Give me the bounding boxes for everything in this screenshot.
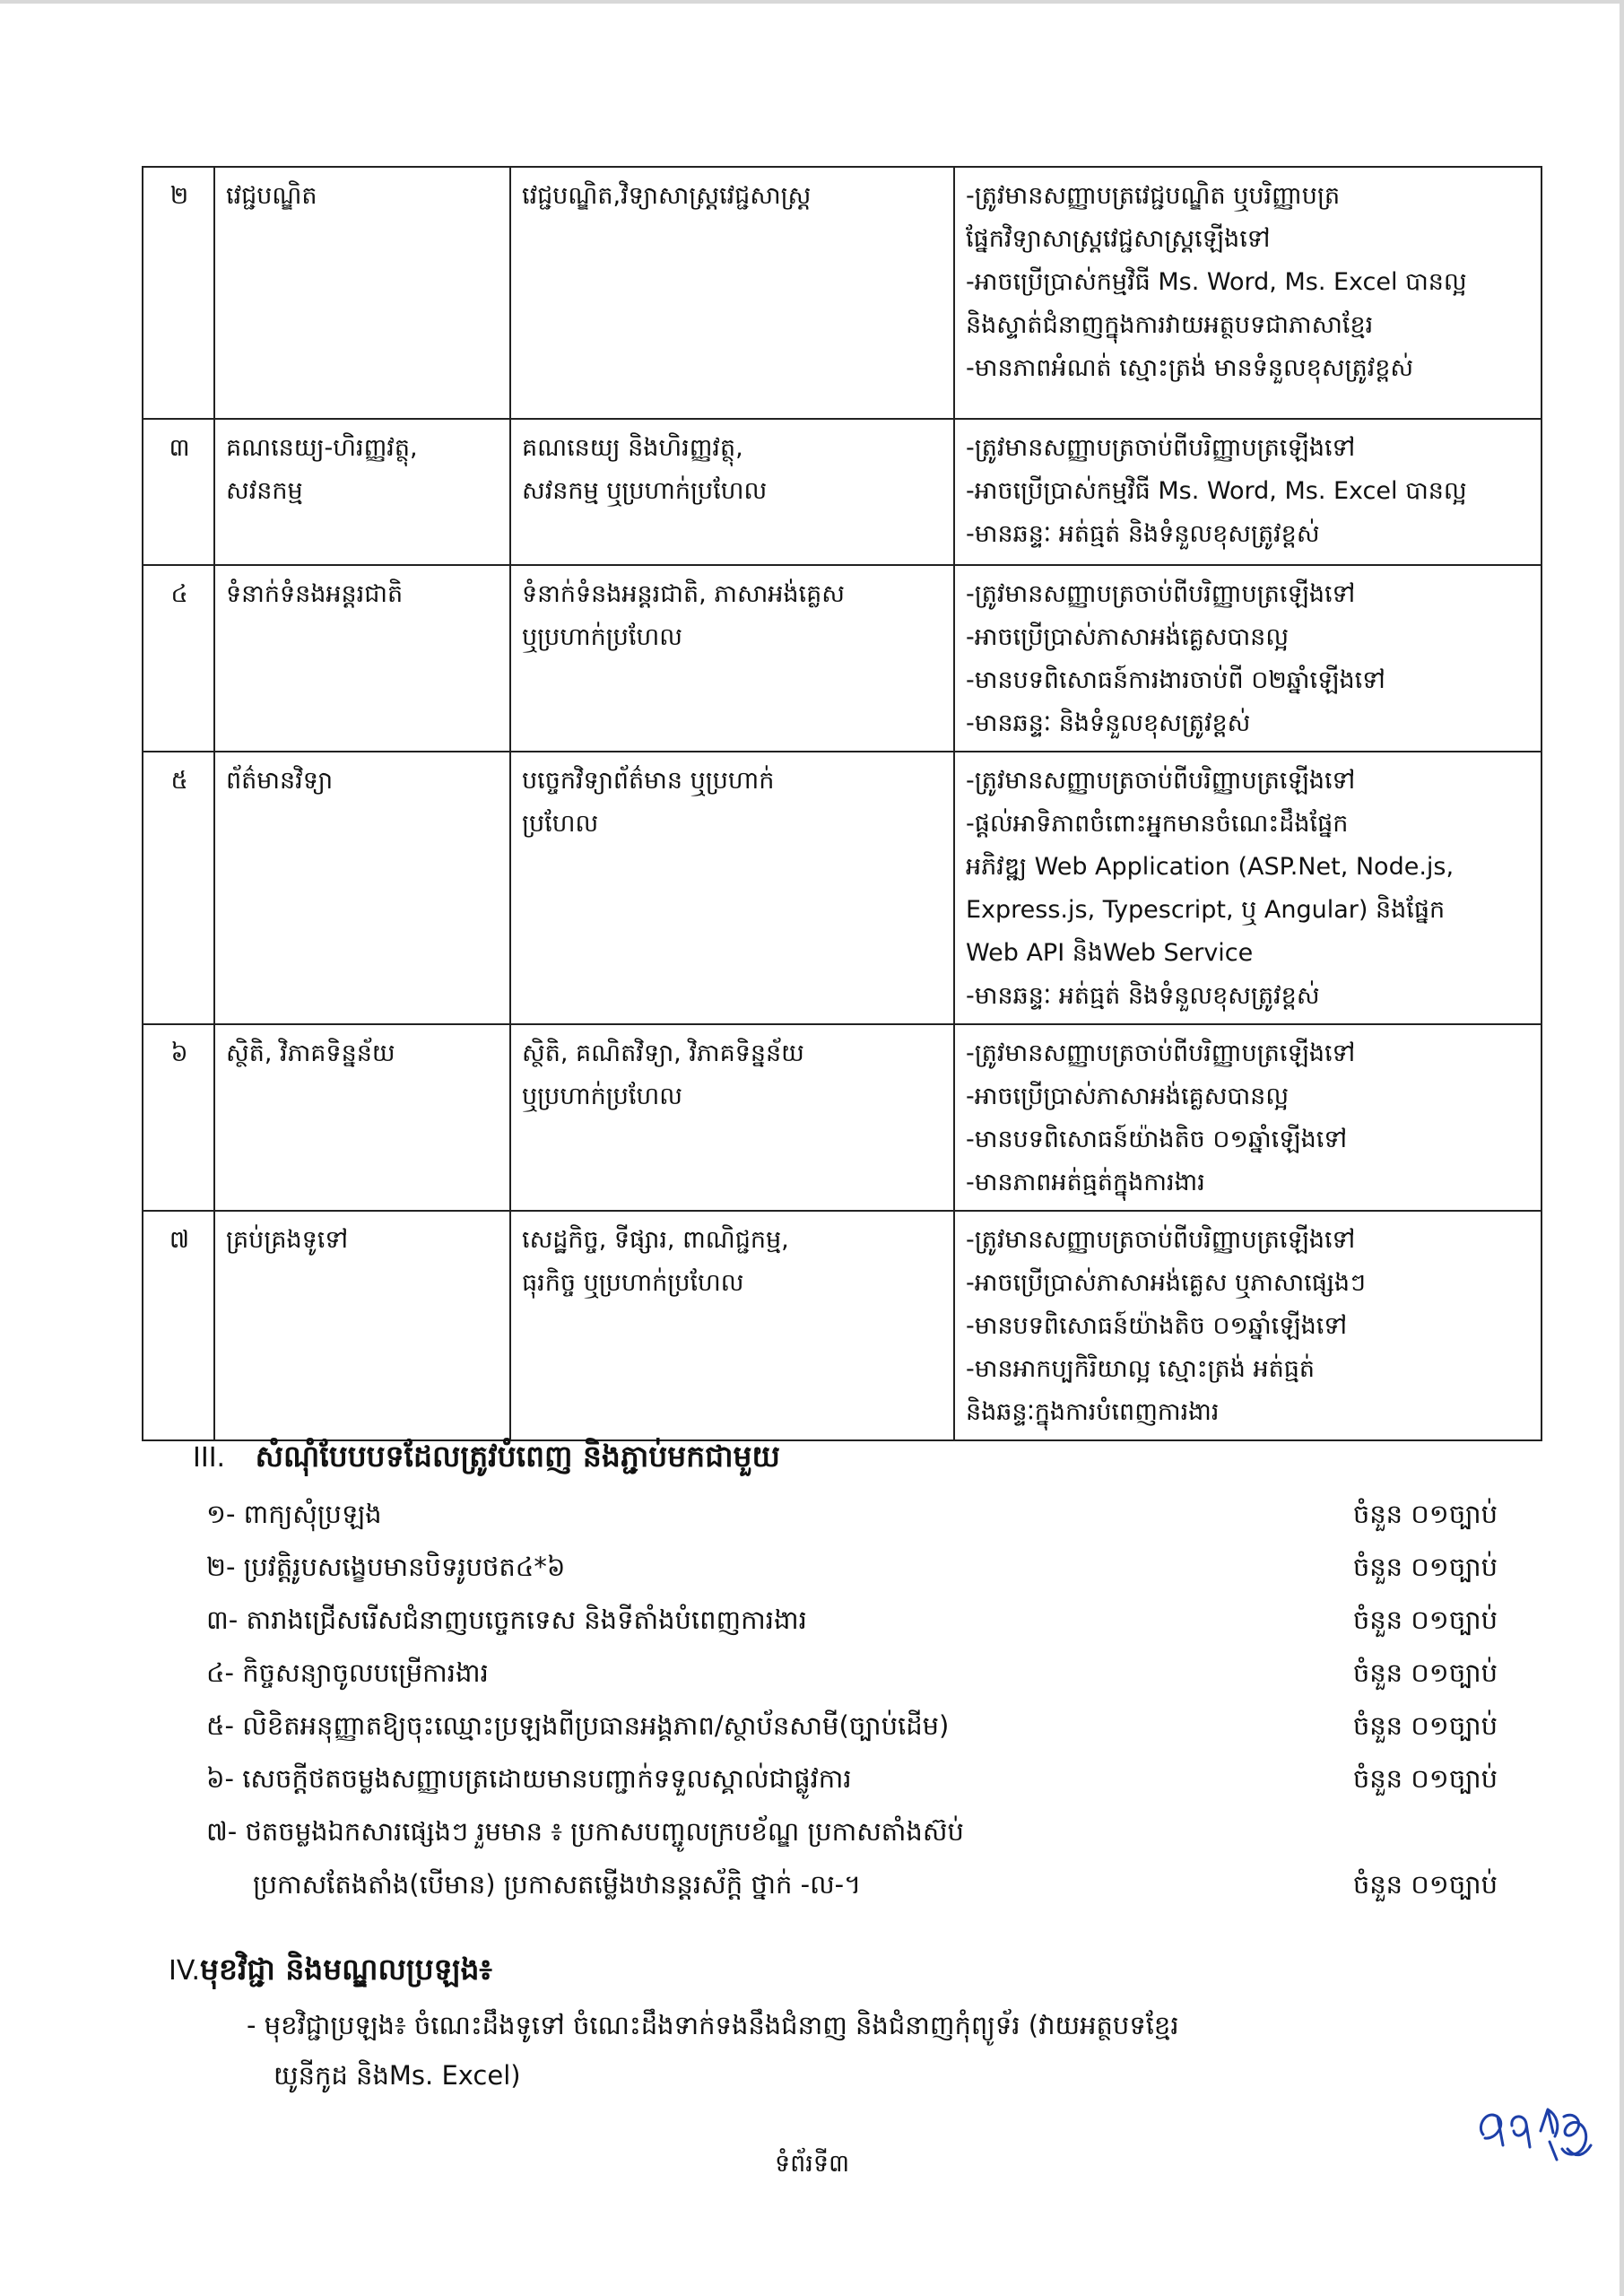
position-cell — [214, 167, 510, 419]
requirements-line: -មានអាកប្បកិរិយាល្អ ស្មោះត្រង់ អត់ធ្មត់ — [966, 1355, 1316, 1383]
document-item-text: ៦- សេចក្តីថតចម្លងសញ្ញាបត្រដោយមានបញ្ជាក់ទទួលស្គាល់ជាផ្លូវការ — [206, 1763, 852, 1794]
requirements-cell — [954, 167, 1541, 419]
requirements-table — [142, 166, 1542, 1441]
document-item-text: ៥- លិខិតអនុញ្ញាតឱ្យចុះឈ្មោះប្រឡងពីប្រធានអង្គភាព/ស្ថាប័នសាមី(ច្បាប់ដើម) — [206, 1710, 950, 1741]
position-line: គ្រប់គ្រងទូទៅ — [226, 1226, 349, 1254]
field-line: ទំនាក់ទំនងអន្តរជាតិ, ភាសាអង់គ្លេស — [522, 580, 845, 608]
row-number: ៦ — [143, 1024, 214, 1211]
field-cell — [510, 419, 954, 565]
field-line: ធុរកិច្ច ឬប្រហាក់ប្រហែល — [522, 1269, 744, 1297]
section-3-number: III. — [193, 1442, 226, 1474]
document-item-text: ២- ប្រវត្តិរូបសង្ខេបមានបិទរូបថត៤*៦ — [206, 1552, 566, 1582]
exam-subjects-line-1: - មុខវិជ្ជាប្រឡង៖ ចំណេះដឹងទូទៅ ចំណេះដឹងទាក់ទងនឹងជំនាញ និងជំនាញកុំព្យូទ័រ (វាយអត្ថបទខ្មែរ — [247, 2010, 1179, 2040]
required-documents-list — [206, 1489, 1498, 1912]
section-4-number: IV. — [169, 1955, 201, 1987]
field-line: បច្ចេកវិទ្យាព័ត៌មាន ឬប្រហាក់ — [522, 767, 775, 795]
document-item-text: ៣- តារាងជ្រើសរើសជំនាញបច្ចេកទេស និងទីតាំងបំពេញការងារ — [206, 1605, 807, 1635]
document-item-text: ៤- កិច្ចសន្យាចូលបម្រើការងារ — [206, 1657, 489, 1688]
scan-edge-right — [1620, 0, 1624, 2296]
field-line: វេជ្ជបណ្ឌិត,វិទ្យាសាស្ត្រវេជ្ជសាស្ត្រ — [522, 182, 812, 210]
requirements-line: -មានបទពិសោធន៍យ៉ាងតិច ០១ឆ្នាំឡើងទៅ — [966, 1126, 1348, 1153]
field-line: គណនេយ្យ និងហិរញ្ញវត្ថុ, — [522, 434, 743, 462]
requirements-line: -អាចប្រើប្រាស់ភាសាអង់គ្លេស ឬភាសាផ្សេងៗ — [966, 1269, 1366, 1297]
table-row — [143, 419, 1541, 565]
row-number: ៧ — [143, 1211, 214, 1440]
document-item — [206, 1806, 1498, 1859]
requirements-cell — [954, 752, 1541, 1024]
section-3-heading — [193, 1435, 780, 1480]
table-row — [143, 752, 1541, 1024]
requirements-line: -មានបទពិសោធន៍ការងារចាប់ពី ០២ឆ្នាំឡើងទៅ — [966, 666, 1385, 694]
position-line: ព័ត៌មានវិទ្យា — [226, 767, 334, 795]
document-item — [206, 1542, 1498, 1595]
row-number: ៣ — [143, 419, 214, 565]
row-number: ៥ — [143, 752, 214, 1024]
position-line: វេជ្ជបណ្ឌិត — [226, 182, 317, 210]
field-line: ប្រហែល — [522, 810, 599, 838]
requirements-line: -មានបទពិសោធន៍យ៉ាងតិច ០១ឆ្នាំឡើងទៅ — [966, 1312, 1348, 1340]
document-item-count: ចំនួន ០១ច្បាប់ — [1352, 1499, 1498, 1529]
requirements-line: -មានឆន្ទៈ និងទំនួលខុសត្រូវខ្ពស់ — [966, 709, 1251, 737]
document-item — [206, 1859, 1498, 1912]
document-item-count: ចំនួន ០១ច្បាប់ — [1352, 1552, 1498, 1582]
table-row — [143, 1211, 1541, 1440]
requirements-line: -ត្រូវមានសញ្ញាបត្រចាប់ពីបរិញ្ញាបត្រឡើងទៅ — [966, 767, 1356, 795]
requirements-line: និងស្ទាត់ជំនាញក្នុងការវាយអត្ថបទជាភាសាខ្មែរ — [966, 311, 1374, 339]
requirements-line: -មានភាពអត់ធ្មត់ក្នុងការងារ — [966, 1169, 1205, 1196]
position-line: គណនេយ្យ-ហិរញ្ញវត្ថុ, — [226, 434, 418, 462]
requirements-line: -មានភាពអំណត់ ស្មោះត្រង់ មានទំនួលខុសត្រូវខ្ពស់ — [966, 354, 1414, 382]
position-line: ស្ថិតិ, វិភាគទិន្នន័យ — [226, 1039, 395, 1067]
requirements-cell — [954, 1024, 1541, 1211]
position-line: សវនកម្ម — [226, 477, 303, 505]
table-row — [143, 167, 1541, 419]
document-item — [206, 1595, 1498, 1648]
document-item-text: ប្រកាសតែងតាំង(បើមាន) ប្រកាសតម្លើងឋានន្តរស័ក្តិ ថ្នាក់ -ល-។ — [253, 1869, 862, 1900]
position-cell — [214, 419, 510, 565]
signature-mark — [1471, 2090, 1605, 2260]
requirements-line: -ត្រូវមានសញ្ញាបត្រចាប់ពីបរិញ្ញាបត្រឡើងទៅ — [966, 1226, 1356, 1254]
position-line: ទំនាក់ទំនងអន្តរជាតិ — [226, 580, 404, 608]
field-line: សេដ្ឋកិច្ច, ទីផ្សារ, ពាណិជ្ជកម្ម, — [522, 1226, 789, 1254]
requirements-cell — [954, 565, 1541, 752]
document-item-count: ចំនួន ០១ច្បាប់ — [1352, 1657, 1498, 1688]
exam-subjects-line-2: យូនីកូដ និងMs. Excel) — [274, 2060, 521, 2091]
requirements-line: -មានឆន្ទៈ អត់ធ្មត់ និងទំនួលខុសត្រូវខ្ពស់ — [966, 982, 1320, 1010]
field-cell — [510, 565, 954, 752]
row-number: ២ — [143, 167, 214, 419]
requirements-line: -ត្រូវមានសញ្ញាបត្រចាប់ពីបរិញ្ញាបត្រឡើងទៅ — [966, 434, 1356, 462]
document-item-count: ចំនួន ០១ច្បាប់ — [1352, 1710, 1498, 1741]
document-item — [206, 1648, 1498, 1700]
requirements-line: -ផ្តល់អាទិភាពចំពោះអ្នកមានចំណេះដឹងផ្នែក — [966, 810, 1349, 838]
initials-signature — [1471, 2090, 1605, 2264]
document-item-count: ចំនួន ០១ច្បាប់ — [1352, 1763, 1498, 1794]
requirements-line: -ត្រូវមានសញ្ញាបត្រវេជ្ជបណ្ឌិត ឬបរិញ្ញាបត្រ — [966, 182, 1341, 210]
requirements-line: -អាចប្រើប្រាស់ភាសាអង់គ្លេសបានល្អ — [966, 623, 1290, 651]
requirements-cell — [954, 1211, 1541, 1440]
requirements-line: -ត្រូវមានសញ្ញាបត្រចាប់ពីបរិញ្ញាបត្រឡើងទៅ — [966, 1039, 1356, 1067]
requirements-cell — [954, 419, 1541, 565]
document-item — [206, 1489, 1498, 1542]
requirements-line: -អាចប្រើប្រាស់កម្មវិធី Ms. Word, Ms. Excel បានល្អ — [966, 477, 1467, 505]
table-row — [143, 1024, 1541, 1211]
position-cell — [214, 752, 510, 1024]
requirements-line: Web API និងWeb Service — [966, 939, 1254, 967]
document-item — [206, 1753, 1498, 1806]
row-number: ៤ — [143, 565, 214, 752]
document-item-text: ១- ពាក្យសុំប្រឡង — [206, 1499, 382, 1529]
requirements-line: Express.js, Typescript, ឬ Angular) និងផ្នែក — [966, 896, 1446, 924]
requirements-line: -អាចប្រើប្រាស់ភាសាអង់គ្លេសបានល្អ — [966, 1083, 1290, 1110]
requirements-line: អភិវឌ្ឍ Web Application (ASP.Net, Node.js, — [966, 853, 1455, 881]
position-cell — [214, 1024, 510, 1211]
scan-edge-top — [0, 0, 1624, 4]
page-number: ទំព័រទី៣ — [774, 2150, 850, 2178]
document-item-count: ចំនួន ០១ច្បាប់ — [1352, 1605, 1498, 1635]
table-row — [143, 565, 1541, 752]
field-cell — [510, 752, 954, 1024]
section-4-heading — [169, 1948, 492, 1993]
requirements-line: -មានឆន្ទៈ អត់ធ្មត់ និងទំនួលខុសត្រូវខ្ពស់ — [966, 520, 1320, 548]
section-3-title: សំណុំបែបបទដែលត្រូវបំពេញ និងភ្ជាប់មកជាមួយ — [255, 1439, 780, 1474]
requirements-line: និងឆន្ទៈក្នុងការបំពេញការងារ — [966, 1398, 1220, 1426]
field-line: ឬប្រហាក់ប្រហែល — [522, 1083, 682, 1110]
document-item — [206, 1700, 1498, 1753]
section-4-title: មុខវិជ្ជា និងមណ្ឌលប្រឡង៖ — [200, 1952, 492, 1987]
field-cell — [510, 167, 954, 419]
requirements-table-body — [143, 167, 1541, 1440]
exam-subjects — [247, 2000, 1547, 2100]
field-cell — [510, 1024, 954, 1211]
position-cell — [214, 565, 510, 752]
field-cell — [510, 1211, 954, 1440]
document-item-text: ៧- ថតចម្លងឯកសារផ្សេងៗ រួមមាន ៖ ប្រកាសបញ្ចូលក្របខ័ណ្ឌ ប្រកាសតាំងស៊ប់ — [206, 1816, 964, 1847]
field-line: ឬប្រហាក់ប្រហែល — [522, 623, 682, 651]
field-line: សវនកម្ម ឬប្រហាក់ប្រហែល — [522, 477, 768, 505]
field-line: ស្ថិតិ, គណិតវិទ្យា, វិភាគទិន្នន័យ — [522, 1039, 804, 1067]
requirements-line: -ត្រូវមានសញ្ញាបត្រចាប់ពីបរិញ្ញាបត្រឡើងទៅ — [966, 580, 1356, 608]
position-cell — [214, 1211, 510, 1440]
document-item-count: ចំនួន ០១ច្បាប់ — [1352, 1869, 1498, 1900]
requirements-line: ផ្នែកវិទ្យាសាស្ត្រវេជ្ជសាស្ត្រឡើងទៅ — [966, 225, 1271, 253]
requirements-line: -អាចប្រើប្រាស់កម្មវិធី Ms. Word, Ms. Excel បានល្អ — [966, 268, 1467, 296]
